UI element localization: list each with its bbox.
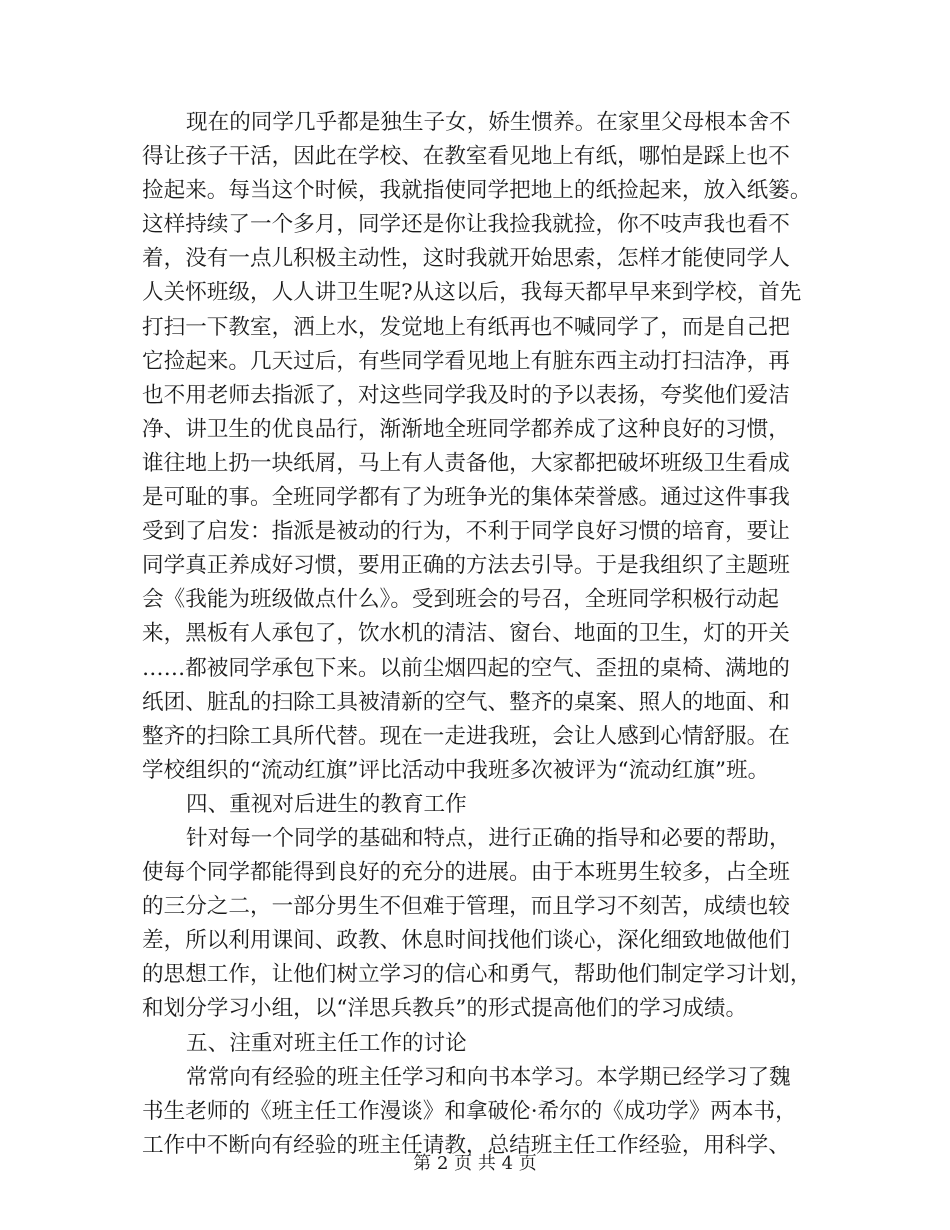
text-line: ……都被同学承包下来。以前尘烟四起的空气、歪扭的桌椅、满地的 (142, 655, 790, 681)
text-line: 它捡起来。几天过后，有些同学看见地上有脏东西主动打扫洁净，再 (142, 348, 790, 374)
page-number-footer: 第 2 页 共 4 页 (413, 1153, 537, 1174)
text-line: 打扫一下教室，洒上水，发觉地上有纸再也不喊同学了，而是自己把 (142, 314, 790, 340)
text-line: 是可耻的事。全班同学都有了为班争光的集体荣誉感。通过这件事我 (142, 485, 790, 511)
text-line: 捡起来。每当这个时候，我就指使同学把地上的纸捡起来，放入纸篓。 (142, 178, 812, 204)
text-line: 同学真正养成好习惯，要用正确的方法去引导。于是我组织了主题班 (142, 553, 790, 579)
text-line: 这样持续了一个多月，同学还是你让我捡我就捡，你不吱声我也看不 (142, 212, 790, 238)
text-line: 常常向有经验的班主任学习和向书本学习。本学期已经学习了魏 (186, 1064, 791, 1090)
text-line: 学校组织的“流动红旗”评比活动中我班多次被评为“流动红旗”班。 (142, 757, 770, 783)
document-body (142, 106, 812, 1163)
text-line: 工作中不断向有经验的班主任请教，总结班主任工作经验，用科学、 (142, 1132, 790, 1158)
paragraph-1 (142, 106, 812, 788)
text-line: 来，黑板有人承包了，饮水机的清洁、窗台、地面的卫生，灯的开关 (142, 621, 790, 647)
text-line: 使每个同学都能得到良好的充分的进展。由于本班男生较多，占全班 (142, 860, 790, 886)
text-line: 纸团、脏乱的扫除工具被清新的空气、整齐的桌案、照人的地面、和 (142, 689, 790, 715)
text-line: 书生老师的《班主任工作漫谈》和拿破伦·希尔的《成功学》两本书， (142, 1098, 797, 1124)
text-line: 着，没有一点儿积极主动性，这时我就开始思索，怎样才能使同学人 (142, 246, 790, 272)
text-line: 的三分之二，一部分男生不但难于管理，而且学习不刻苦，成绩也较 (142, 894, 790, 920)
text-line: 和划分学习小组，以“洋思兵教兵”的形式提高他们的学习成绩。 (142, 996, 748, 1022)
text-line: 针对每一个同学的基础和特点，进行正确的指导和必要的帮助， (186, 825, 791, 851)
text-line: 受到了启发：指派是被动的行为，不利于同学良好习惯的培育，要让 (142, 519, 790, 545)
section-heading-4: 四、重视对后进生的教育工作 (186, 791, 467, 817)
text-line: 也不用老师去指派了，对这些同学我及时的予以表扬，夸奖他们爱洁 (142, 382, 790, 408)
text-line: 谁往地上扔一块纸屑，马上有人责备他，大家都把破坏班级卫生看成 (142, 450, 790, 476)
paragraph-2 (142, 822, 812, 1027)
text-line: 整齐的扫除工具所代替。现在一走进我班，会让人感到心情舒服。在 (142, 723, 790, 749)
text-line: 人关怀班级，人人讲卫生呢?从这以后，我每天都早早来到学校，首先 (142, 280, 802, 306)
text-line: 现在的同学几乎都是独生子女，娇生惯养。在家里父母根本舍不 (186, 110, 791, 135)
text-line: 得让孩子干活，因此在学校、在教室看见地上有纸，哪怕是踩上也不 (142, 144, 790, 170)
text-line: 会《我能为班级做点什么》。受到班会的号召，全班同学积极行动起 (142, 587, 780, 613)
paragraph-3 (142, 1061, 804, 1163)
section-heading-5: 五、注重对班主任工作的讨论 (186, 1030, 467, 1056)
text-line: 净、讲卫生的优良品行，渐渐地全班同学都养成了这种良好的习惯， (142, 416, 790, 442)
text-line: 的思想工作，让他们树立学习的信心和勇气，帮助他们制定学习计划， (142, 962, 812, 988)
text-line: 差，所以利用课间、政教、休息时间找他们谈心，深化细致地做他们 (142, 928, 790, 954)
